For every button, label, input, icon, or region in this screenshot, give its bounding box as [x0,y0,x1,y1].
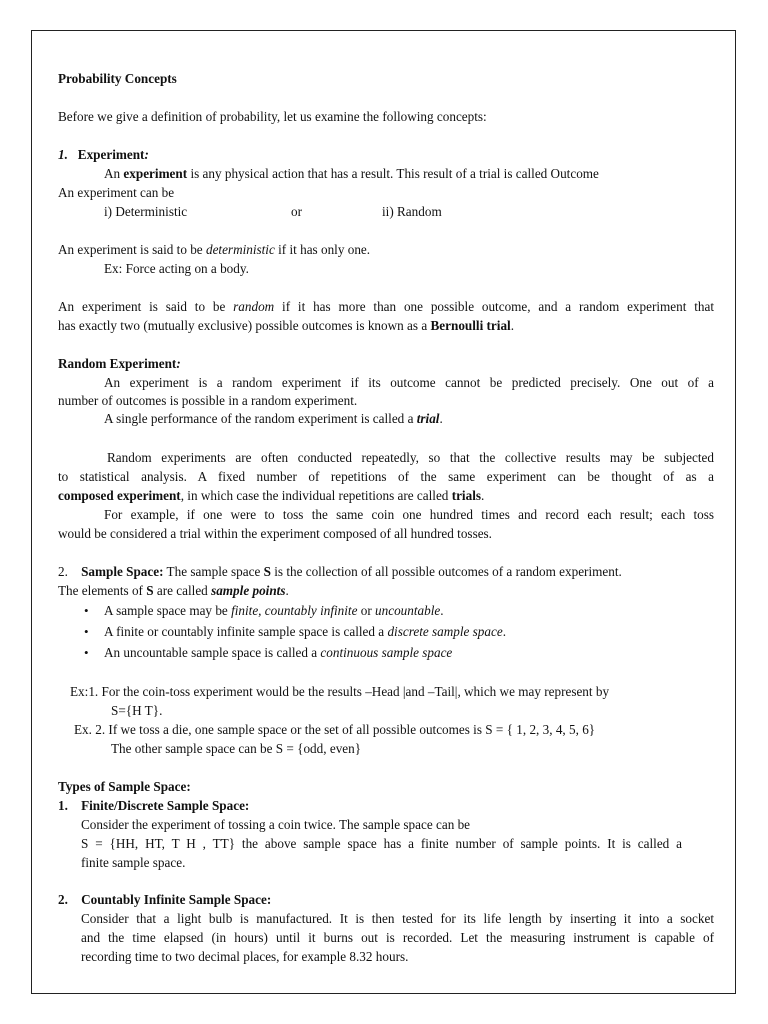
random-definition-line2: has exactly two (mutually exclusive) possible outcomes is known as a Bernoulli trial. [58,318,515,333]
coin-toss-set: S={H T}. [111,703,163,718]
repeated-p1: Random experiments are often conducted repeatedly, so that the collective results may be subjected [107,450,714,465]
repeated-p3: composed experiment, in which case the individual repetitions are called trials. [58,488,485,503]
sample-points-line: The elements of S are called sample points. [58,583,289,598]
sample-space-heading: 2. Sample Space: The sample space S is the collection of all possible outcomes of a random experiment. [58,564,622,579]
random-definition-line1: An experiment is said to be random if it has more than one possible outcome, and a random experiment that [58,299,714,314]
coin-toss-example: Ex:1. For the coin-toss experiment would be the results –Head |and –Tail|, which we may represent by [70,684,610,699]
type-2-line2: and the time elapsed (in hours) until it burns out is recorded. Let the measuring instrument is capable of [81,930,714,945]
option-or: or [291,204,302,219]
intro-text: Before we give a definition of probability, let us examine the following concepts: [58,109,487,124]
section-experiment-heading: 1. Experiment: [58,147,149,162]
type-1-line1: Consider the experiment of tossing a coin twice. The sample space can be [81,817,471,832]
random-experiment-p1b: number of outcomes is possible in a random experiment. [58,393,358,408]
bullet-icon: • [84,645,89,660]
type-1-line3: finite sample space. [81,855,186,870]
die-example: Ex. 2. If we toss a die, one sample space or the set of all possible outcomes is S = { 1, 2, 3, 4, 5, 6} [74,722,596,737]
coin-example-p2: would be considered a trial within the experiment composed of all hundred tosses. [58,526,492,541]
deterministic-definition: An experiment is said to be deterministic if it has only one. [58,242,371,257]
trial-definition: A single performance of the random experiment is called a trial. [104,411,443,426]
bullet-icon: • [84,603,89,618]
deterministic-example: Ex: Force acting on a body. [104,261,249,276]
type-1-heading: 1. Finite/Discrete Sample Space: [58,798,250,813]
coin-example-p1: For example, if one were to toss the same coin one hundred times and record each result; each toss [104,507,714,522]
random-experiment-heading: Random Experiment: [58,356,181,371]
bullet-item-1: A sample space may be finite, countably infinite or uncountable. [104,603,444,618]
experiment-can-be: An experiment can be [58,185,175,200]
type-2-line1: Consider that a light bulb is manufactured. It is then tested for its life length by inserting it into a socket [81,911,714,926]
bullet-item-3: An uncountable sample space is called a continuous sample space [104,645,453,660]
type-1-line2: S = {HH, HT, T H , TT} the above sample space has a finite number of sample points. It is called a [81,836,682,851]
bullet-icon: • [84,624,89,639]
experiment-definition: An experiment is any physical action that has a result. This result of a trial is called Outcome [104,166,599,181]
die-other-space: The other sample space can be S = {odd, even} [111,741,362,756]
option-random: ii) Random [382,204,442,219]
page-title: Probability Concepts [58,71,177,86]
repeated-p2: to statistical analysis. A fixed number of repetitions of the same experiment can be thought of as a [58,469,714,484]
types-heading: Types of Sample Space: [58,779,191,794]
type-2-line3: recording time to two decimal places, for example 8.32 hours. [81,949,409,964]
type-2-heading: 2. Countably Infinite Sample Space: [58,892,272,907]
random-experiment-p1: An experiment is a random experiment if its outcome cannot be predicted precisely. One out of a [104,375,714,390]
bullet-item-2: A finite or countably infinite sample space is called a discrete sample space. [104,624,506,639]
option-deterministic: i) Deterministic [104,204,188,219]
